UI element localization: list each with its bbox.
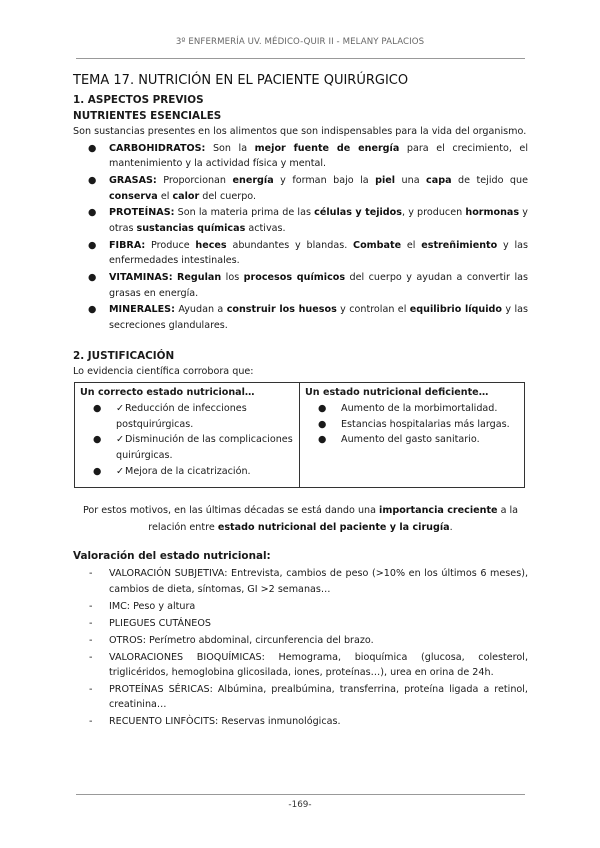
evidence-item-text: Mejora de la cicatrización. xyxy=(125,465,251,477)
dash-bullet: - xyxy=(89,683,93,695)
valoracion-item xyxy=(73,599,528,615)
nutrient-text: Son la xyxy=(205,142,255,154)
nutrient-text: y las enfermedades intestinales. xyxy=(109,239,529,267)
evidence-right-list xyxy=(305,401,519,448)
evidence-item xyxy=(305,417,519,433)
nutrient-text: del cuerpo. xyxy=(199,190,257,202)
conclusion-text: estado nutricional del paciente y la cirugía xyxy=(217,521,450,533)
valoracion-item-text: RECUENTO LINFÒCITS: Reservas inmunológicas. xyxy=(109,716,341,728)
evidence-item-text: Estancias hospitalarias más largas. xyxy=(341,418,510,430)
nutrient-text: y forman bajo la xyxy=(273,174,376,186)
nutrient-text: para el crecimiento, el mantenimiento y la actividad física y mental. xyxy=(109,142,528,170)
nutrient-text: una xyxy=(395,174,427,186)
nutrient-text: estreñimiento xyxy=(421,239,498,251)
page-number: -169- xyxy=(288,800,312,810)
section2-intro: Lo evidencia científica corrobora que: xyxy=(73,365,254,377)
section1-subheading: NUTRIENTES ESENCIALES xyxy=(73,110,222,122)
nutrient-text: mejor fuente de energía xyxy=(254,142,400,154)
valoracion-item xyxy=(73,650,528,681)
page-header: 3º ENFERMERÍA UV. MÉDICO-QUIR II - MELANY PALACIOS xyxy=(175,37,425,47)
nutrient-text: capa xyxy=(426,174,452,186)
dash-bullet: - xyxy=(89,568,93,580)
conclusion-text: importancia creciente xyxy=(379,505,498,517)
nutrient-item xyxy=(73,173,528,204)
bullet-icon: ● xyxy=(88,239,97,251)
evidence-item xyxy=(80,464,294,480)
valoracion-item xyxy=(73,633,528,649)
footer-rule xyxy=(76,794,525,795)
checkmark-icon: ✓ xyxy=(116,402,125,414)
nutrient-text: hormonas xyxy=(465,207,520,219)
evidence-item xyxy=(80,401,294,432)
nutrient-item xyxy=(73,205,528,236)
nutrient-text: abundantes y blandas. xyxy=(226,239,354,251)
evidence-right-header: Un estado nutricional deficiente… xyxy=(305,387,489,399)
nutrient-text: los xyxy=(221,272,244,284)
nutrients-list xyxy=(73,141,528,334)
dash-bullet: - xyxy=(89,634,93,646)
nutrient-text: Proporcionan xyxy=(156,174,233,186)
conclusion-paragraph xyxy=(73,503,528,536)
bullet-icon: ● xyxy=(88,174,97,186)
nutrient-text: energía xyxy=(232,174,274,186)
evidence-item-text: Reducción de infecciones postquirúrgicas. xyxy=(116,402,247,430)
section1-heading: 1. ASPECTOS PREVIOS xyxy=(73,94,204,106)
nutrient-text: sustancias químicas xyxy=(136,222,246,234)
document-body xyxy=(73,73,528,731)
nutrient-text: CARBOHIDRATOS: xyxy=(109,142,206,154)
bullet-icon: ● xyxy=(88,207,97,219)
valoracion-item-text: PROTEÍNAS SÉRICAS: Albúmina, prealbúmina, transferrina, proteína ligada a retinol, creatinina… xyxy=(109,683,528,711)
valoracion-item xyxy=(73,682,528,713)
conclusion-text: a la relación entre xyxy=(148,505,519,533)
bullet-icon: ● xyxy=(318,418,327,430)
evidence-table xyxy=(74,382,525,488)
nutrient-item xyxy=(73,270,528,301)
nutrient-text: del cuerpo y ayudan a convertir las grasas en energía. xyxy=(109,272,528,299)
conclusion-text: . xyxy=(449,521,453,533)
evidence-item xyxy=(80,432,294,463)
dash-bullet: - xyxy=(89,716,93,728)
nutrient-text: células y tejidos xyxy=(314,207,402,219)
evidence-left-list xyxy=(80,401,294,480)
nutrient-text: y las secreciones glandulares. xyxy=(109,304,528,332)
nutrient-text: GRASAS: xyxy=(109,174,157,186)
evidence-item-text: Disminución de las complicaciones quirúrgicas. xyxy=(116,434,293,462)
nutrient-text: MINERALES: xyxy=(109,304,175,316)
nutrient-text: conserva xyxy=(109,190,158,202)
valoracion-item-text: VALORACIONES BIOQUÍMICAS: Hemograma, bioquímica (glucosa, colesterol, triglicéridos, hemoglobina glicosilada, iones, proteínas…), urea en orina de 24h. xyxy=(109,651,528,679)
nutrient-text: VITAMINAS: xyxy=(109,272,173,284)
header-rule xyxy=(76,58,525,59)
bullet-icon: ● xyxy=(93,434,102,446)
nutrient-text: calor xyxy=(172,190,200,202)
nutrient-text: Ayudan a xyxy=(174,304,227,316)
nutrient-text: FIBRA: xyxy=(109,239,146,251)
dash-bullet: - xyxy=(89,600,93,612)
nutrient-text: y controlan el xyxy=(336,304,410,316)
valoracion-item xyxy=(73,616,528,632)
nutrient-text: el xyxy=(401,239,422,251)
evidence-item-text: Aumento del gasto sanitario. xyxy=(341,434,480,446)
dash-bullet: - xyxy=(89,651,93,663)
dash-bullet: - xyxy=(89,617,93,629)
valoracion-item xyxy=(73,566,528,597)
nutrient-text: y otras xyxy=(109,207,528,234)
bullet-icon: ● xyxy=(318,434,327,446)
bullet-icon: ● xyxy=(93,465,102,477)
nutrient-item xyxy=(73,141,528,172)
valoracion-list xyxy=(73,566,528,729)
evidence-item xyxy=(305,432,519,448)
checkmark-icon: ✓ xyxy=(116,465,125,477)
evidence-left-header: Un correcto estado nutricional… xyxy=(80,387,255,399)
evidence-left-cell xyxy=(75,383,300,488)
valoracion-item-text: PLIEGUES CUTÁNEOS xyxy=(109,617,211,629)
nutrient-text: Combate xyxy=(353,239,402,251)
nutrient-text: Produce xyxy=(145,239,196,251)
valoracion-item xyxy=(73,714,528,730)
nutrient-text: heces xyxy=(195,239,227,251)
nutrient-text: , y producen xyxy=(401,207,466,219)
nutrient-text: procesos químicos xyxy=(243,272,346,284)
evidence-right-cell xyxy=(300,383,525,488)
valoracion-heading: Valoración del estado nutricional: xyxy=(73,550,271,563)
evidence-item-text: Aumento de la morbimortalidad. xyxy=(341,402,498,414)
checkmark-icon: ✓ xyxy=(116,434,125,446)
nutrient-text: Son la materia prima de las xyxy=(174,207,315,219)
nutrient-item xyxy=(73,302,528,333)
bullet-icon: ● xyxy=(88,272,97,284)
valoracion-item-text: VALORACIÓN SUBJETIVA: Entrevista, cambios de peso (>10% en los últimos 6 meses), cambios de dieta, síntomas, GI >2 semanas… xyxy=(109,568,528,595)
bullet-icon: ● xyxy=(93,402,102,414)
nutrient-text: equilibrio líquido xyxy=(409,304,503,316)
nutrient-text: construir los huesos xyxy=(226,304,337,316)
nutrient-text: el xyxy=(157,190,173,202)
page-title: TEMA 17. NUTRICIÓN EN EL PACIENTE QUIRÚRGICO xyxy=(73,73,409,88)
nutrient-text: PROTEÍNAS: xyxy=(109,207,175,219)
section1-intro: Son sustancias presentes en los alimentos que son indispensables para la vida del organismo. xyxy=(73,126,527,137)
bullet-icon: ● xyxy=(318,402,327,414)
evidence-item xyxy=(305,401,519,417)
nutrient-item xyxy=(73,238,528,269)
valoracion-item-text: OTROS: Perímetro abdominal, circunferencia del brazo. xyxy=(109,634,374,646)
nutrient-text: activas. xyxy=(245,222,286,234)
conclusion-text: Por estos motivos, en las últimas décadas se está dando una xyxy=(82,505,380,517)
bullet-icon: ● xyxy=(88,304,97,316)
nutrient-text: Regulan xyxy=(177,272,222,284)
bullet-icon: ● xyxy=(88,142,97,154)
nutrient-text: de tejido que xyxy=(451,174,528,186)
section2-heading: 2. JUSTIFICACIÓN xyxy=(73,349,175,362)
valoracion-item-text: IMC: Peso y altura xyxy=(109,600,196,612)
nutrient-text: piel xyxy=(375,174,396,186)
